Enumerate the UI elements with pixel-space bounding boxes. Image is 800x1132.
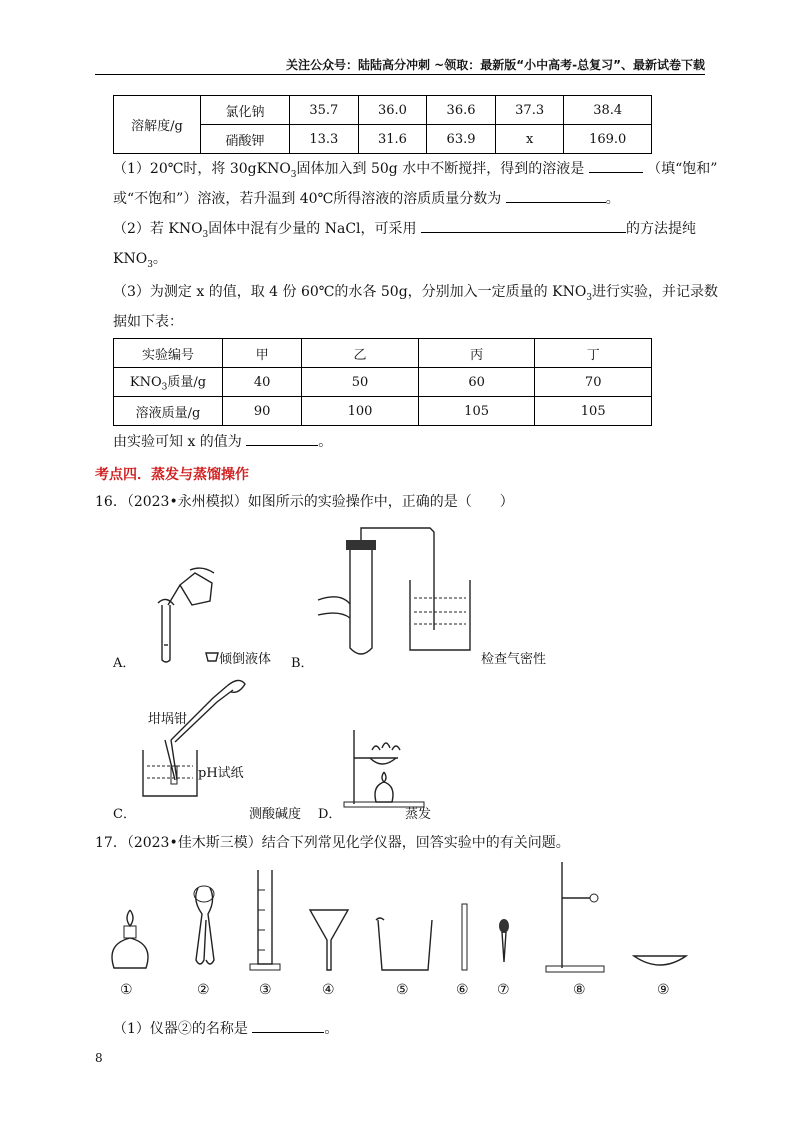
instrument-number: ⑤	[396, 982, 409, 998]
q17-stem: 17．（2023•佳木斯三模）结合下列常见化学仪器，回答实验中的有关问题。	[95, 835, 570, 851]
table-cell: 90	[223, 397, 302, 426]
crucible-tongs-icon	[194, 886, 214, 964]
table-cell: 36.6	[427, 96, 496, 125]
answer-blank[interactable]	[506, 190, 606, 203]
table-cell: 31.6	[358, 125, 427, 154]
steam-icon	[372, 743, 400, 750]
figure-d-evaporation	[340, 720, 440, 810]
tongs-label: 坩埚钳	[148, 712, 188, 727]
table-row	[114, 397, 652, 426]
page-header: 关注公众号：陆陆高分冲刺 ~领取：最新版“小中高考-总复习”、最新试卷下载	[286, 58, 705, 72]
q15-part1-line1: （1）20℃时，将 30gKNO$_3$固体加入到 50g 水中不断搅拌，得到的溶液是 （填“饱和”	[113, 161, 718, 180]
table-row	[114, 339, 652, 368]
option-c-letter[interactable]: C．	[113, 807, 136, 822]
row-label: 氯化钠	[201, 96, 290, 125]
table-cell: 36.0	[358, 96, 427, 125]
test-tube-icon	[350, 550, 372, 654]
hand-icon	[318, 597, 350, 618]
answer-blank[interactable]	[246, 433, 318, 446]
answer-blank[interactable]	[252, 1020, 324, 1033]
table-cell: 60	[418, 368, 535, 397]
q16-stem: 16．（2023•永州模拟）如图所示的实验操作中，正确的是（ ）	[95, 494, 514, 510]
instrument-number: ⑦	[497, 982, 510, 998]
beaker-icon	[376, 918, 432, 970]
hand-icon	[227, 680, 245, 692]
table-cell: 50	[302, 368, 419, 397]
answer-blank[interactable]	[421, 220, 626, 233]
table-cell: 70	[535, 368, 652, 397]
stopper-icon	[206, 653, 218, 661]
beaker-icon	[143, 750, 197, 796]
option-b-letter[interactable]: B．	[291, 656, 314, 671]
row-label: 硝酸钾	[201, 125, 290, 154]
q15-part1-line2: 或“不饱和”）溶液，若升温到 40℃所得溶液的溶质质量分数为 。	[113, 191, 620, 207]
test-tube-icon	[162, 605, 170, 662]
glass-rod-icon	[462, 904, 467, 970]
table-header: 丁	[535, 339, 652, 368]
instrument-number: ①	[120, 982, 133, 998]
option-d-letter[interactable]: D．	[318, 807, 342, 822]
q17-sub1: （1）仪器②的名称是 。	[113, 1021, 339, 1037]
table-cell: 35.7	[290, 96, 359, 125]
table-cell: 169.0	[564, 125, 652, 154]
option-a-letter[interactable]: A．	[113, 656, 136, 671]
section-title: 考点四．蒸发与蒸馏操作	[95, 467, 249, 483]
instrument-number: ②	[197, 982, 210, 998]
header-divider	[95, 74, 705, 75]
q15-part3-line1: （3）为测定 x 的值，取 4 份 60℃的水各 50g，分别加入一定质量的 $KNO_3$进行实验，并记录数	[113, 284, 719, 303]
table-cell: 105	[535, 397, 652, 426]
option-c-caption: 测酸碱度	[249, 807, 302, 822]
reagent-bottle-icon	[180, 573, 212, 605]
flame-icon	[382, 772, 386, 782]
table-cell: x	[495, 125, 564, 154]
dropper-icon	[499, 919, 509, 962]
page-number: 8	[95, 1051, 103, 1065]
graduated-cylinder-icon	[250, 870, 280, 970]
option-d-caption: 蒸发	[405, 807, 432, 822]
option-b-caption: 检查气密性	[481, 652, 547, 667]
row-label: $KNO_3$质量/g	[114, 368, 223, 397]
iron-stand-icon	[546, 862, 604, 972]
figure-b-airtightness	[310, 520, 480, 662]
table-header: 乙	[302, 339, 419, 368]
ph-paper-label: pH试纸	[198, 766, 244, 781]
instrument-number: ⑧	[573, 982, 586, 998]
rubber-stopper-icon	[346, 540, 376, 550]
evaporating-dish-icon	[634, 956, 686, 965]
row-label: 溶液质量/g	[114, 397, 223, 426]
table-cell: 100	[302, 397, 419, 426]
figure-a-pouring	[140, 565, 220, 665]
instrument-number: ⑥	[456, 982, 469, 998]
evaporating-dish-icon	[370, 758, 396, 764]
table-cell: 105	[418, 397, 535, 426]
table-cell: 13.3	[290, 125, 359, 154]
table-header: 甲	[223, 339, 302, 368]
answer-blank[interactable]	[589, 160, 643, 173]
row-header: 溶解度/g	[114, 96, 201, 154]
funnel-icon	[310, 910, 348, 970]
instrument-number: ⑨	[657, 982, 670, 998]
table-cell: 38.4	[564, 96, 652, 125]
table-header: 实验编号	[114, 339, 223, 368]
experiment-table	[113, 338, 652, 426]
q15-part2-line1: （2）若 $KNO_3$固体中混有少量的 NaCl，可采用 的方法提纯	[113, 221, 696, 240]
solubility-table	[113, 95, 652, 154]
table-row	[114, 368, 652, 397]
option-a-caption: 倾倒液体	[219, 652, 272, 667]
alcohol-lamp-icon	[112, 910, 148, 968]
table-cell: 37.3	[495, 96, 564, 125]
table-header: 丙	[418, 339, 535, 368]
table-cell: 63.9	[427, 125, 496, 154]
q15-part2-line2: $KNO_3$。	[113, 251, 167, 270]
instruments-row	[100, 860, 700, 978]
beaker-icon	[410, 580, 470, 650]
instrument-number: ④	[322, 982, 335, 998]
q15-conclusion: 由实验可知 x 的值为 。	[113, 434, 333, 450]
table-cell: 40	[223, 368, 302, 397]
table-row	[114, 96, 652, 125]
alcohol-lamp-icon	[375, 782, 393, 802]
q15-part3-line2: 据如下表：	[113, 314, 183, 330]
instrument-number: ③	[259, 982, 272, 998]
